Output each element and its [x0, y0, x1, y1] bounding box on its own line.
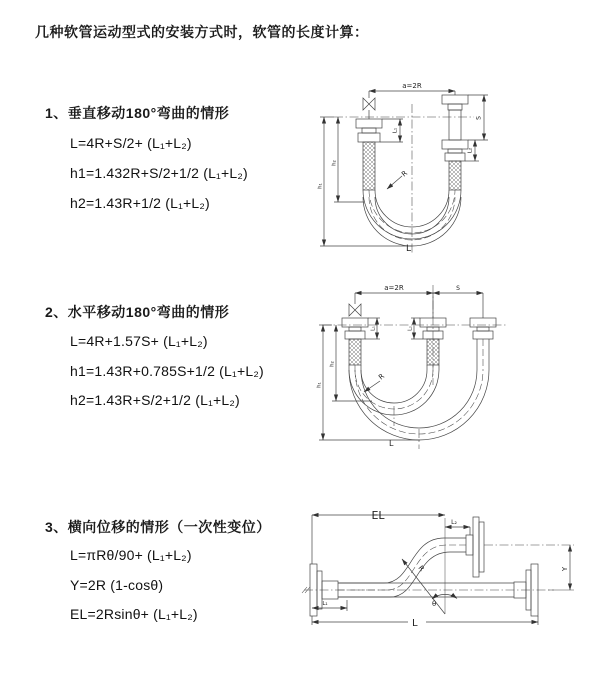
dim-label-y: Y: [561, 566, 569, 572]
page-title: 几种软管运动型式的安装方式时，软管的长度计算：: [35, 24, 369, 40]
right-fitting: [470, 318, 496, 370]
right-fitting: [442, 95, 468, 190]
braided-hose-section: [363, 142, 375, 190]
section-2-heading: 2、水平移动180°弯曲的情形: [45, 304, 230, 320]
dim-label-s: S: [475, 116, 483, 120]
length-label: L: [406, 244, 412, 254]
radius-label: R: [400, 169, 410, 179]
section-1-formula-l: L=4R+S/2+ (L₁+L₂): [70, 135, 192, 151]
dim-label-l1: L₁: [370, 326, 377, 331]
section-3-formula-l: L=πRθ/90+ (L₁+L₂): [70, 547, 192, 563]
diagram-lateral-displacement: [298, 502, 598, 647]
dim-label-l1: L₁: [392, 127, 399, 134]
section-3-formula-y: Y=2R (1-cosθ): [70, 577, 164, 593]
radius-label: R: [377, 372, 387, 382]
section-1-heading: 1、垂直移动180°弯曲的情形: [45, 105, 230, 121]
braided-hose-section: [427, 339, 439, 365]
dim-label-a2r: a=2R: [402, 82, 422, 90]
right-upper-flange-fitting: [466, 517, 484, 577]
dim-label-s: S: [456, 285, 460, 292]
dim-label-l2: L₂: [467, 147, 474, 154]
section-1-formula-h2: h2=1.43R+1/2 (L₁+L₂): [70, 195, 210, 211]
diagram-horizontal-180-bend: [310, 280, 600, 455]
valve-icon: [349, 304, 361, 316]
dim-label-h2: h₂: [331, 160, 338, 166]
section-3-heading: 3、横向位移的情形（一次性变位）: [45, 519, 271, 535]
hose-displaced-position: [338, 538, 466, 597]
dim-label-el: EL: [371, 509, 385, 522]
diagram-vertical-180-bend: [312, 78, 596, 258]
length-label: L: [412, 618, 418, 629]
dim-label-a2r: a=2R: [384, 284, 404, 292]
dim-label-h1: h₁: [317, 183, 324, 189]
section-2-formula-h2: h2=1.43R+S/2+1/2 (L₁+L₂): [70, 392, 240, 408]
dim-label-h1: h₁: [316, 382, 323, 388]
diagram3-linework: [302, 515, 574, 625]
dim-label-l1: L₁: [322, 601, 328, 607]
valve-icon: [363, 98, 375, 110]
section-3-formula-el: EL=2Rsinθ+ (L₁+L₂): [70, 606, 198, 622]
section-1-formula-h1: h1=1.432R+S/2+1/2 (L₁+L₂): [70, 165, 248, 181]
braided-hose-section: [349, 339, 361, 365]
dim-label-l2: L₂: [451, 519, 457, 526]
angle-label: θ: [432, 600, 437, 608]
section-2-formula-l: L=4R+1.57S+ (L₁+L₂): [70, 333, 208, 349]
dim-label-l2: L₂: [407, 326, 414, 331]
dim-label-h2: h₂: [329, 361, 336, 367]
section-2-formula-h1: h1=1.43R+0.785S+1/2 (L₁+L₂): [70, 363, 264, 379]
braided-hose-section: [449, 161, 461, 190]
radius-label: R: [416, 564, 426, 574]
diagram2-linework: [316, 285, 506, 449]
left-fitting: [356, 119, 382, 190]
length-label: L: [389, 439, 394, 448]
